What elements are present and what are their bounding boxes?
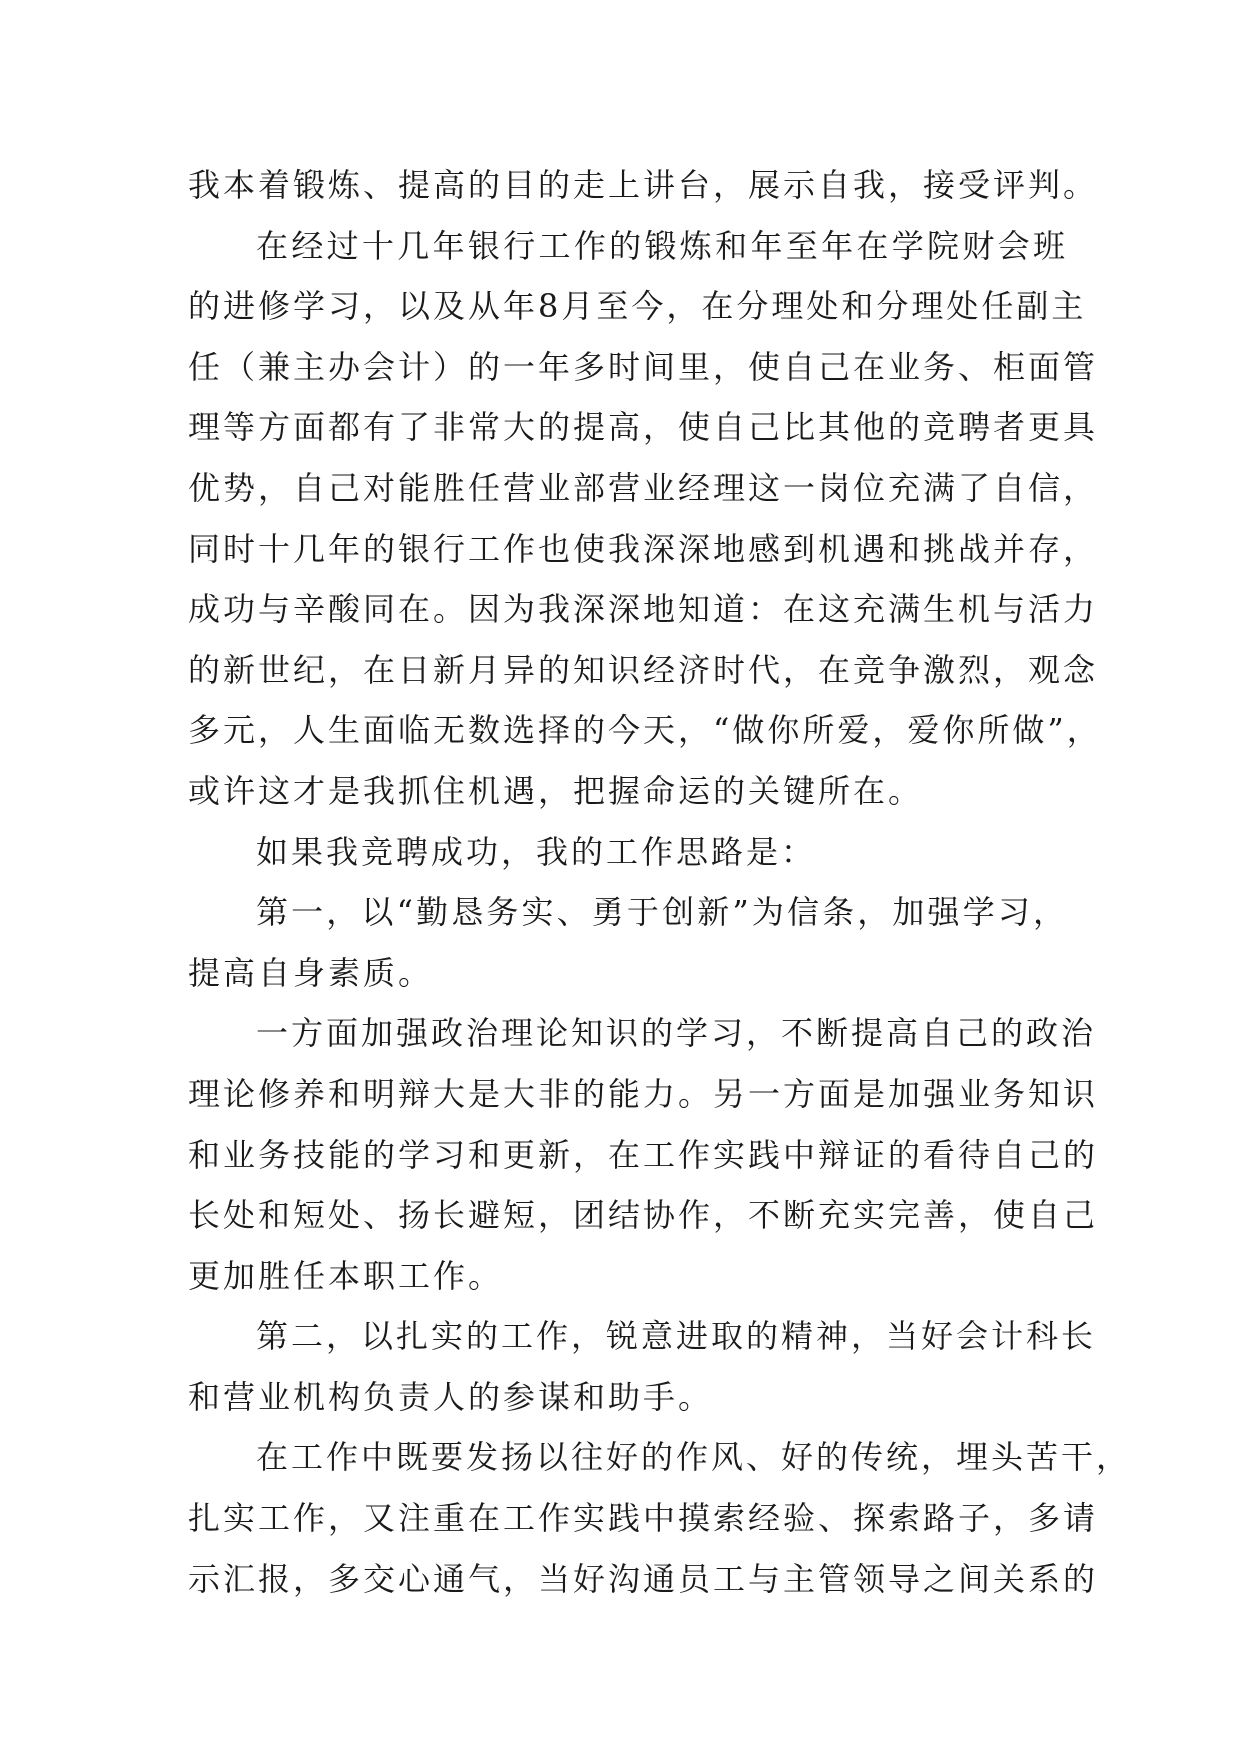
text-line: 更加胜任本职工作。 [188, 1256, 504, 1295]
text-line: 和业务技能的学习和更新，在工作实践中辩证的看待自己的 [188, 1135, 1099, 1174]
text-line: 或许这才是我抓住机遇，把握命运的关键所在。 [188, 771, 924, 810]
text-line: 优势，自己对能胜任营业部营业经理这一岗位充满了自信， [188, 468, 1099, 507]
text-line: 扎实工作，又注重在工作实践中摸索经验、探索路子，多请 [188, 1499, 1099, 1538]
text-line: 长处和短处、扬长避短，团结协作，不断充实完善，使自己 [188, 1196, 1099, 1235]
text-line: 的进修学习，以及从年8月至今，在分理处和分理处任副主 [188, 287, 1087, 326]
text-line: 在工作中既要发扬以往好的作风、好的传统，埋头苦干， [256, 1438, 1132, 1477]
text-line: 同时十几年的银行工作也使我深深地感到机遇和挑战并存， [188, 529, 1099, 568]
text-line: 我本着锻炼、提高的目的走上讲台，展示自我，接受评判。 [188, 166, 1099, 204]
text-line: 任（兼主办会计）的一年多时间里，使自己在业务、柜面管 [188, 347, 1099, 386]
text-line: 成功与辛酸同在。因为我深深地知道：在这充满生机与活力 [188, 590, 1099, 629]
text-line: 理等方面都有了非常大的提高，使自己比其他的竞聘者更具 [188, 408, 1099, 447]
document-body [188, 155, 1132, 1609]
text-line: 第二，以扎实的工作，锐意进取的精神，当好会计科长 [256, 1317, 1097, 1356]
text-line: 提高自身素质。 [188, 953, 434, 992]
text-line: 示汇报，多交心通气，当好沟通员工与主管领导之间关系的 [188, 1559, 1099, 1598]
text-line: 和营业机构负责人的参谋和助手。 [188, 1377, 714, 1416]
text-line: 的新世纪，在日新月异的知识经济时代，在竞争激烈，观念 [188, 650, 1099, 689]
text-line: 理论修养和明辩大是大非的能力。另一方面是加强业务知识 [188, 1074, 1099, 1113]
text-line: 一方面加强政治理论知识的学习，不断提高自己的政治 [256, 1014, 1097, 1053]
text-line: 在经过十几年银行工作的锻炼和年至年在学院财会班 [256, 226, 1068, 265]
text-line: 如果我竞聘成功，我的工作思路是： [256, 832, 817, 871]
text-line: 第一，以“勤恳务实、勇于创新”为信条，加强学习， [256, 893, 1068, 932]
text-line: 多元，人生面临无数选择的今天，“做你所爱，爱你所做”， [188, 711, 1102, 750]
